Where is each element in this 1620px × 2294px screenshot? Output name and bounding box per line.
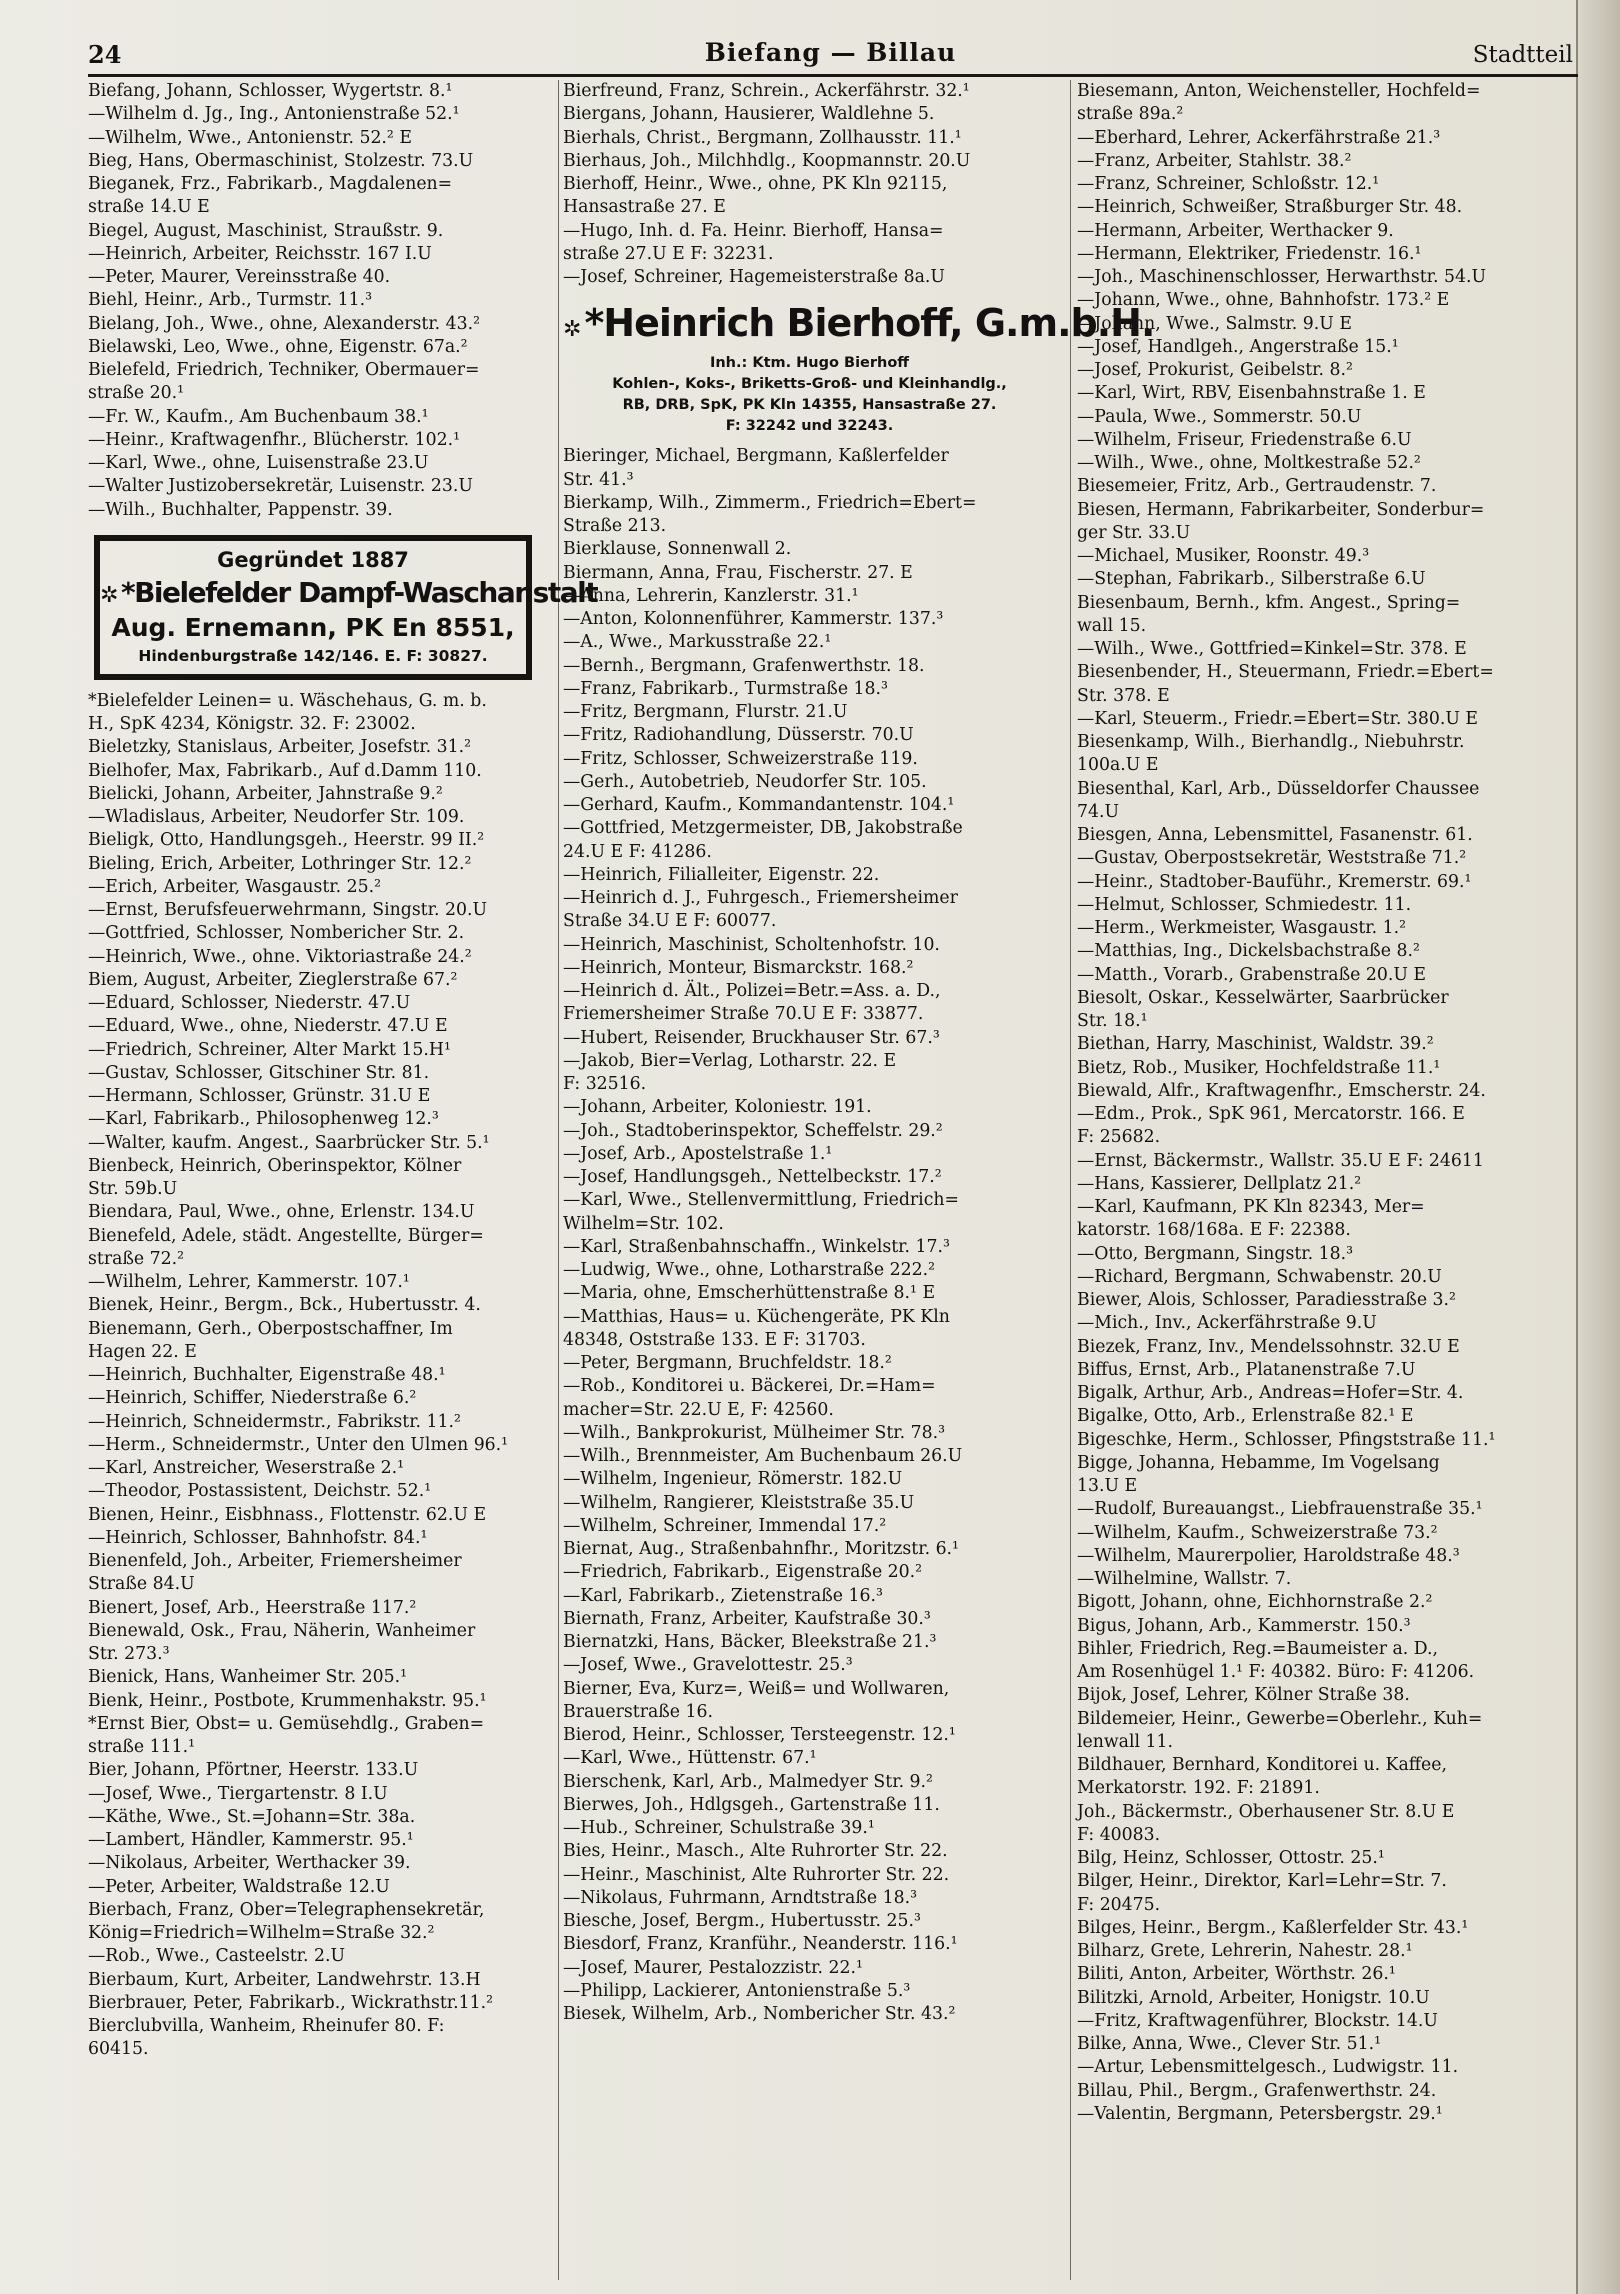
directory-entry-line: —Josef, Arb., Apostelstraße 1.¹ xyxy=(563,1143,833,1164)
directory-entry-line: —Edm., Prok., SpK 961, Mercatorstr. 166. E xyxy=(1077,1104,1465,1124)
directory-entry-line: Bigus, Johann, Arb., Kammerstr. 150.³ xyxy=(1077,1615,1411,1636)
directory-entry-line: —Heinrich, Maschinist, Scholtenhofstr. 10. xyxy=(563,934,940,955)
directory-entry-line: —Matthias, Haus= u. Küchengeräte, PK Kln xyxy=(563,1306,950,1327)
directory-entry-line: Straße 84.U xyxy=(88,1574,195,1595)
header-rule xyxy=(88,74,1578,77)
directory-entry-line: —Hans, Kassierer, Dellplatz 21.² xyxy=(1077,1173,1362,1194)
directory-entry-line: —Bernh., Bergmann, Grafenwerthstr. 18. xyxy=(563,655,925,676)
directory-entry-line: —Joh., Stadtoberinspektor, Scheffelstr. 29.² xyxy=(563,1120,943,1141)
directory-entry-line: Str. 378. E xyxy=(1077,685,1170,706)
directory-entry-line: —Matthias, Ing., Dickelsbachstraße 8.² xyxy=(1077,941,1420,962)
directory-entry-line: Bigge, Johanna, Hebamme, Im Vogelsang xyxy=(1077,1452,1440,1473)
directory-entry-line: Bilke, Anna, Wwe., Clever Str. 51.¹ xyxy=(1077,2034,1381,2054)
directory-entry-line: —Wilh., Brennmeister, Am Buchenbaum 26.U xyxy=(563,1446,963,1466)
directory-entry-line: Wilhelm=Str. 102. xyxy=(563,1213,724,1234)
directory-entry-line: Bierbrauer, Peter, Fabrikarb., Wickrathstr.11.² xyxy=(88,1992,494,2013)
directory-entry-line: Bienemann, Gerh., Oberpostschaffner, Im xyxy=(88,1318,453,1339)
page-header xyxy=(88,36,1573,72)
directory-entry-line: *Ernst Bier, Obst= u. Gemüsehdlg., Graben= xyxy=(88,1713,485,1734)
directory-entry-line: F: 25682. xyxy=(1077,1127,1161,1148)
directory-entry-line: Biesdorf, Franz, Kranführ., Neanderstr. 116.¹ xyxy=(563,1934,958,1955)
ad-founded: Gegründet 1887 xyxy=(217,547,409,572)
directory-entry-line: —Anton, Kolonnenführer, Kammerstr. 137.³ xyxy=(563,609,944,629)
directory-entry-line: —Wladislaus, Arbeiter, Neudorfer Str. 109. xyxy=(88,807,465,827)
directory-entry-line: Straße 213. xyxy=(563,516,667,536)
directory-entry-line: —Heinrich, Schiffer, Niederstraße 6.² xyxy=(88,1388,417,1409)
directory-entry-line: Billau, Phil., Bergm., Grafenwerthstr. 24. xyxy=(1077,2080,1437,2101)
directory-entry-line: —Anna, Lehrerin, Kanzlerstr. 31.¹ xyxy=(563,585,859,606)
directory-entry-line: —Peter, Bergmann, Bruchfeldstr. 18.² xyxy=(563,1353,892,1373)
directory-entry-line: Straße 34.U E F: 60077. xyxy=(563,911,777,932)
directory-entry-line: Bienert, Josef, Arb., Heerstraße 117.² xyxy=(88,1597,417,1618)
directory-entry-line: —Peter, Arbeiter, Waldstraße 12.U xyxy=(88,1876,390,1897)
entry-list xyxy=(88,690,554,2062)
directory-entry-line: Bierclubvilla, Wanheim, Rheinufer 80. F: xyxy=(88,2016,445,2036)
directory-entry-line: —Josef, Schreiner, Hagemeisterstraße 8a.U xyxy=(563,267,945,287)
directory-entry-line: —Theodor, Postassistent, Deichstr. 52.¹ xyxy=(88,1481,432,1502)
adjacent-page-edge xyxy=(1576,0,1620,2294)
directory-entry-line: —Friedrich, Schreiner, Alter Markt 15.H¹ xyxy=(88,1039,451,1060)
directory-entry-line: Biehl, Heinr., Arb., Turmstr. 11.³ xyxy=(88,290,373,311)
directory-entry-line: Bierklause, Sonnenwall 2. xyxy=(563,539,792,560)
directory-entry-line: Bildhauer, Bernhard, Konditorei u. Kaffee, xyxy=(1077,1755,1447,1775)
directory-entry-line: —Ernst, Berufsfeuerwehrmann, Singstr. 20.U xyxy=(88,900,488,920)
directory-entry-line: —Karl, Wwe., Stellenvermittlung, Friedrich= xyxy=(563,1190,959,1211)
directory-entry-line: —Hermann, Arbeiter, Werthacker 9. xyxy=(1077,220,1394,241)
advertisement-bierhoff xyxy=(563,289,1155,445)
directory-entry-line: Bierbaum, Kurt, Arbeiter, Landwehrstr. 13.H xyxy=(88,1969,481,1990)
column-divider xyxy=(558,80,559,2280)
directory-entry-line: Bielicki, Johann, Arbeiter, Jahnstraße 9.² xyxy=(88,783,443,804)
directory-entry-line: —Josef, Maurer, Pestalozzistr. 22.¹ xyxy=(563,1957,863,1978)
directory-entry-line: —Karl, Steuerm., Friedr.=Ebert=Str. 380.U E xyxy=(1077,708,1479,729)
directory-entry-line: —Heinrich, Schlosser, Bahnhofstr. 84.¹ xyxy=(88,1527,428,1548)
directory-entry-line: —Fritz, Bergmann, Flurstr. 21.U xyxy=(563,702,848,722)
directory-entry-line: —Paula, Wwe., Sommerstr. 50.U xyxy=(1077,406,1362,427)
directory-entry-line: —Heinrich, Wwe., ohne. Viktoriastraße 24.² xyxy=(88,946,472,967)
page-number: 24 xyxy=(88,40,122,69)
directory-entry-line: —Franz, Schreiner, Schloßstr. 12.¹ xyxy=(1077,174,1380,194)
directory-entry-line: —Valentin, Bergmann, Petersbergstr. 29.¹ xyxy=(1077,2103,1443,2124)
directory-entry-line: Bielefeld, Friedrich, Techniker, Obermauer= xyxy=(88,360,480,380)
directory-entry-line: —Maria, ohne, Emscherhüttenstraße 8.¹ E xyxy=(563,1283,936,1304)
directory-entry-line: Biesek, Wilhelm, Arb., Nombericher Str. 43.² xyxy=(563,2004,956,2024)
directory-entry-line: —Wilhelm d. Jg., Ing., Antonienstraße 52.¹ xyxy=(88,104,460,125)
directory-entry-line: Bildemeier, Heinr., Gewerbe=Oberlehr., Kuh= xyxy=(1077,1708,1483,1729)
directory-entry-line: —Josef, Prokurist, Geibelstr. 8.² xyxy=(1077,360,1353,380)
directory-entry-line: straße 20.¹ xyxy=(88,383,185,404)
directory-entry-line: 74.U xyxy=(1077,801,1120,822)
ad-line: F: 32242 und 32243. xyxy=(725,418,894,435)
directory-entry-line: Biem, August, Arbeiter, Zieglerstraße 67.² xyxy=(88,969,458,990)
directory-entry-line: 100a.U E xyxy=(1077,755,1159,776)
directory-entry-line: straße 72.² xyxy=(88,1248,185,1269)
directory-entry-line: Joh., Bäckermstr., Oberhausener Str. 8.U E xyxy=(1077,1801,1455,1822)
section-label: Stadtteil xyxy=(1472,42,1573,68)
directory-entry-line: Bilges, Heinr., Bergm., Kaßlerfelder Str. 43.¹ xyxy=(1077,1917,1469,1938)
directory-entry-line: Bieganek, Frz., Fabrikarb., Magdalenen= xyxy=(88,174,453,194)
ad-line: RB, DRB, SpK, PK Kln 14355, Hansastraße 27. xyxy=(622,397,997,414)
ad-company xyxy=(100,575,598,611)
directory-entry-line: —Karl, Kaufmann, PK Kln 82343, Mer= xyxy=(1077,1197,1425,1217)
directory-entry-line: —Franz, Fabrikarb., Turmstraße 18.³ xyxy=(563,678,888,699)
directory-entry-line: Bigott, Johann, ohne, Eichhornstraße 2.² xyxy=(1077,1592,1433,1613)
directory-entry-line: Biffus, Ernst, Arb., Platanenstraße 7.U xyxy=(1077,1359,1416,1380)
directory-entry-line: —Philipp, Lackierer, Antonienstraße 5.³ xyxy=(563,1980,911,2001)
directory-entry-line: —Franz, Arbeiter, Stahlstr. 38.² xyxy=(1077,150,1352,171)
directory-entry-line: —Herm., Schneidermstr., Unter den Ulmen 96.¹ xyxy=(88,1434,509,1455)
directory-entry-line: —Helmut, Schlosser, Schmiedestr. 11. xyxy=(1077,894,1412,915)
directory-entry-line: —Heinrich, Buchhalter, Eigenstraße 48.¹ xyxy=(88,1365,446,1385)
directory-entry-line: —Heinr., Kraftwagenfhr., Blücherstr. 102.¹ xyxy=(88,429,460,450)
directory-entry-line: —Matth., Vorarb., Grabenstraße 20.U E xyxy=(1077,964,1427,985)
directory-entry-line: Bienewald, Osk., Frau, Näherin, Wanheimer xyxy=(88,1620,476,1641)
directory-entry-line: —Wilhelm, Wwe., Antonienstr. 52.² E xyxy=(88,127,412,148)
directory-entry-line: —Wilh., Wwe., ohne, Moltkestraße 52.² xyxy=(1077,453,1421,473)
directory-entry-line: Biesen, Hermann, Fabrikarbeiter, Sonderbur= xyxy=(1077,499,1485,520)
directory-entry-line: —Heinrich, Filialleiter, Eigenstr. 22. xyxy=(563,864,880,885)
directory-entry-line: Str. 41.³ xyxy=(563,469,634,490)
directory-entry-line: —Heinrich, Schneidermstr., Fabrikstr. 11.² xyxy=(88,1411,461,1432)
ad-company-name: *Heinrich Bierhoff, G.m.b.H. xyxy=(584,301,1155,346)
directory-entry-line: —Michael, Musiker, Roonstr. 49.³ xyxy=(1077,546,1370,566)
directory-entry-line: Bilitzki, Arnold, Arbeiter, Honigstr. 10.U xyxy=(1077,1987,1430,2008)
directory-entry-line: ger Str. 33.U xyxy=(1077,522,1191,543)
star-burst-icon: ✲ xyxy=(563,317,581,343)
directory-entry-line: —Wilhelm, Ingenieur, Römerstr. 182.U xyxy=(563,1469,903,1490)
directory-entry-line: Biewer, Alois, Schlosser, Paradiesstraße 3.² xyxy=(1077,1290,1456,1310)
ad-address: Hindenburgstraße 142/146. E. F: 30827. xyxy=(138,646,488,665)
column-divider xyxy=(1070,80,1071,2280)
directory-entry-line: Biethan, Harry, Maschinist, Waldstr. 39.² xyxy=(1077,1034,1434,1055)
directory-entry-line: Biewald, Alfr., Kraftwagenfhr., Emscherstr. 24. xyxy=(1077,1080,1486,1101)
directory-entry-line: Str. 59b.U xyxy=(88,1179,178,1199)
entry-list xyxy=(88,80,554,522)
directory-entry-line: —Wilhelmine, Wallstr. 7. xyxy=(1077,1569,1292,1589)
directory-entry-line: Merkatorstr. 192. F: 21891. xyxy=(1077,1778,1320,1799)
directory-entry-line: —Peter, Maurer, Vereinsstraße 40. xyxy=(88,267,391,287)
ad-line: Inh.: Ktm. Hugo Bierhoff xyxy=(709,355,910,372)
directory-entry-line: straße 27.U E F: 32231. xyxy=(563,243,774,264)
directory-entry-line: —Gustav, Oberpostsekretär, Weststraße 71.² xyxy=(1077,848,1467,869)
directory-entry-line: wall 15. xyxy=(1077,615,1147,636)
directory-entry-line: Bienick, Hans, Wanheimer Str. 205.¹ xyxy=(88,1667,408,1688)
ad-company-name: *Bielefelder Dampf-Waschanstalt xyxy=(120,575,598,609)
directory-entry-line: Biernath, Franz, Arbeiter, Kaufstraße 30.³ xyxy=(563,1608,931,1629)
directory-entry-line: —Hermann, Schlosser, Grünstr. 31.U E xyxy=(88,1086,431,1106)
directory-entry-line: Bierfreund, Franz, Schrein., Ackerfährstr. 32.¹ xyxy=(563,81,970,101)
directory-entry-line: F: 32516. xyxy=(563,1074,647,1094)
directory-entry-line: katorstr. 168/168a. E F: 22388. xyxy=(1077,1220,1351,1241)
directory-entry-line: Bigeschke, Herm., Schlosser, Pfingststraße 11.¹ xyxy=(1077,1429,1496,1450)
advertisement-bielefelder xyxy=(94,535,598,680)
directory-entry-line: Hansastraße 27. E xyxy=(563,197,726,218)
directory-entry-line: Bierschenk, Karl, Arb., Malmedyer Str. 9.² xyxy=(563,1771,933,1792)
directory-entry-line: —Wilhelm, Friseur, Friedenstraße 6.U xyxy=(1077,429,1412,450)
directory-entry-line: —Hugo, Inh. d. Fa. Heinr. Bierhoff, Hansa= xyxy=(563,220,944,241)
directory-entry-line: —Heinr., Stadtober-Bauführ., Kremerstr. 69.¹ xyxy=(1077,871,1472,892)
directory-entry-line: —Wilh., Bankprokurist, Mülheimer Str. 78.³ xyxy=(563,1422,946,1443)
directory-entry-line: Bierhals, Christ., Bergmann, Zollhausstr. 11.¹ xyxy=(563,127,962,148)
directory-entry-line: Str. 273.³ xyxy=(88,1644,170,1664)
directory-entry-line: Biesenbender, H., Steuermann, Friedr.=Ebert= xyxy=(1077,662,1494,683)
directory-entry-line: F: 20475. xyxy=(1077,1894,1161,1915)
directory-entry-line: —Rob., Konditorei u. Bäckerei, Dr.=Ham= xyxy=(563,1376,936,1397)
directory-entry-line: F: 40083. xyxy=(1077,1824,1161,1845)
directory-entry-line: Bienefeld, Adele, städt. Angestellte, Bürger= xyxy=(88,1225,484,1246)
directory-entry-line: straße 14.U E xyxy=(88,197,210,218)
directory-entry-line: —Jakob, Bier=Verlag, Lotharstr. 22. E xyxy=(563,1050,897,1071)
directory-entry-line: —Gottfried, Metzgermeister, DB, Jakobstraße xyxy=(563,818,963,839)
directory-entry-line: Bierkamp, Wilh., Zimmerm., Friedrich=Ebert= xyxy=(563,492,977,513)
directory-entry-line: —Walter, kaufm. Angest., Saarbrücker Str. 5.¹ xyxy=(88,1132,490,1153)
directory-entry-line: Brauerstraße 16. xyxy=(563,1701,714,1722)
directory-entry-line: Bienk, Heinr., Postbote, Krummenhakstr. 95.¹ xyxy=(88,1690,487,1711)
directory-entry-line: Bijok, Josef, Lehrer, Kölner Straße 38. xyxy=(1077,1685,1410,1706)
directory-entry-line: —Fr. W., Kaufm., Am Buchenbaum 38.¹ xyxy=(88,406,429,427)
directory-entry-line: Biergans, Johann, Hausierer, Waldlehne 5. xyxy=(563,104,935,125)
directory-entry-line: Bierner, Eva, Kurz=, Weiß= und Wollwaren, xyxy=(563,1678,950,1699)
directory-entry-line: Bieringer, Michael, Bergmann, Kaßlerfelder xyxy=(563,446,949,467)
directory-entry-line: —Hub., Schreiner, Schulstraße 39.¹ xyxy=(563,1818,875,1838)
directory-entry-line: —Karl, Wirt, RBV, Eisenbahnstraße 1. E xyxy=(1077,383,1426,404)
directory-entry-line: Biendara, Paul, Wwe., ohne, Erlenstr. 134.U xyxy=(88,1202,475,1223)
directory-entry-line: —Wilhelm, Lehrer, Kammerstr. 107.¹ xyxy=(88,1272,410,1292)
column-3 xyxy=(1077,80,1575,2270)
directory-entry-line: —Friedrich, Fabrikarb., Eigenstraße 20.² xyxy=(563,1562,923,1583)
directory-entry-line: Biermann, Anna, Frau, Fischerstr. 27. E xyxy=(563,562,913,583)
directory-entry-line: —Erich, Arbeiter, Wasgaustr. 25.² xyxy=(88,876,382,897)
directory-entry-line: —Eberhard, Lehrer, Ackerfährstraße 21.³ xyxy=(1077,127,1441,148)
directory-entry-line: —Otto, Bergmann, Singstr. 18.³ xyxy=(1077,1243,1354,1264)
directory-entry-line: —Eduard, Schlosser, Niederstr. 47.U xyxy=(88,993,411,1013)
directory-entry-line: —Karl, Straßenbahnschaffn., Winkelstr. 17.³ xyxy=(563,1236,950,1257)
directory-entry-line: Bienek, Heinr., Bergm., Bck., Hubertusstr. 4. xyxy=(88,1295,481,1316)
directory-entry-line: Bieletzky, Stanislaus, Arbeiter, Josefstr. 31.² xyxy=(88,737,472,758)
directory-entry-line: —Josef, Handlgeh., Angerstraße 15.¹ xyxy=(1077,336,1399,357)
directory-entry-line: Bilg, Heinz, Schlosser, Ottostr. 25.¹ xyxy=(1077,1848,1385,1868)
directory-entry-line: Bigalke, Otto, Arb., Erlenstraße 82.¹ E xyxy=(1077,1406,1414,1427)
directory-entry-line: —Nikolaus, Arbeiter, Werthacker 39. xyxy=(88,1853,411,1874)
directory-entry-line: —Wilhelm, Rangierer, Kleiststraße 35.U xyxy=(563,1492,915,1513)
directory-entry-line: Str. 18.¹ xyxy=(1077,1011,1148,1031)
directory-entry-line: —Nikolaus, Fuhrmann, Arndtstraße 18.³ xyxy=(563,1887,917,1908)
directory-entry-line: —Hermann, Elektriker, Friedenstr. 16.¹ xyxy=(1077,243,1422,264)
directory-entry-line: Biesemann, Anton, Weichensteller, Hochfeld= xyxy=(1077,81,1481,101)
directory-entry-line: —Hubert, Reisender, Bruckhauser Str. 67.³ xyxy=(563,1027,940,1048)
directory-entry-line: Bielhofer, Max, Fabrikarb., Auf d.Damm 110. xyxy=(88,760,482,781)
entry-list xyxy=(563,445,1056,2026)
directory-entry-line: —Ernst, Bäckermstr., Wallstr. 35.U E F: 24611 xyxy=(1077,1150,1484,1171)
directory-entry-line: Bieligk, Otto, Handlungsgeh., Heerstr. 99 II.² xyxy=(88,830,485,851)
directory-entry-line: —Lambert, Händler, Kammerstr. 95.¹ xyxy=(88,1830,414,1850)
directory-entry-line: —Fritz, Radiohandlung, Düsserstr. 70.U xyxy=(563,725,914,746)
directory-entry-line: —Käthe, Wwe., St.=Johann=Str. 38a. xyxy=(88,1806,416,1827)
directory-entry-line: straße 89a.² xyxy=(1077,104,1184,125)
directory-entry-line: Biernatzki, Hans, Bäcker, Bleekstraße 21.³ xyxy=(563,1632,937,1652)
directory-entry-line: Bienbeck, Heinrich, Oberinspektor, Kölner xyxy=(88,1155,462,1176)
directory-entry-line: Bierod, Heinr., Schlosser, Tersteegenstr. 12.¹ xyxy=(563,1725,956,1745)
directory-entry-line: —Johann, Wwe., Salmstr. 9.U E xyxy=(1077,313,1352,334)
directory-entry-line: Biegel, August, Maschinist, Straußstr. 9. xyxy=(88,220,444,241)
directory-entry-line: —Wilhelm, Maurerpolier, Haroldstraße 48.³ xyxy=(1077,1545,1460,1566)
directory-entry-line: Bielang, Joh., Wwe., ohne, Alexanderstr. 43.² xyxy=(88,313,481,334)
directory-entry-line: 60415. xyxy=(88,2039,149,2060)
directory-entry-line: Bierwes, Joh., Hdlgsgeh., Gartenstraße 11. xyxy=(563,1794,940,1815)
directory-entry-line: Friemersheimer Straße 70.U E F: 33877. xyxy=(563,1004,924,1025)
directory-entry-line: Bierhoff, Heinr., Wwe., ohne, PK Kln 92115, xyxy=(563,174,948,194)
entry-list xyxy=(1077,80,1575,2126)
directory-entry-line: Bilger, Heinr., Direktor, Karl=Lehr=Str. 7. xyxy=(1077,1871,1447,1892)
directory-entry-line: —Wilhelm, Kaufm., Schweizerstraße 73.² xyxy=(1077,1522,1438,1543)
directory-entry-line: Bielawski, Leo, Wwe., ohne, Eigenstr. 67a.² xyxy=(88,336,468,357)
directory-entry-line: —Eduard, Wwe., ohne, Niederstr. 47.U E xyxy=(88,1016,448,1037)
directory-entry-line: —Rob., Wwe., Casteelstr. 2.U xyxy=(88,1946,346,1967)
directory-entry-line: —Artur, Lebensmittelgesch., Ludwigstr. 11. xyxy=(1077,2057,1459,2078)
directory-entry-line: —Gottfried, Schlosser, Nombericher Str. 2. xyxy=(88,923,465,944)
directory-entry-line: Bies, Heinr., Masch., Alte Ruhrorter Str. 22. xyxy=(563,1841,948,1862)
directory-entry-line: Biernat, Aug., Straßenbahnfhr., Moritzstr. 6.¹ xyxy=(563,1539,959,1559)
directory-entry-line: —Karl, Fabrikarb., Philosophenweg 12.³ xyxy=(88,1109,439,1130)
directory-entry-line: —Stephan, Fabrikarb., Silberstraße 6.U xyxy=(1077,569,1426,590)
directory-entry-line: —Walter Justizobersekretär, Luisenstr. 23.U xyxy=(88,476,473,497)
directory-entry-line: —Karl, Wwe., ohne, Luisenstraße 23.U xyxy=(88,453,429,473)
directory-entry-line: —Gerh., Autobetrieb, Neudorfer Str. 105. xyxy=(563,771,927,792)
directory-entry-line: Bier, Johann, Pförtner, Heerstr. 133.U xyxy=(88,1760,419,1781)
directory-entry-line: Bierbach, Franz, Ober=Telegraphensekretär, xyxy=(88,1899,485,1920)
directory-entry-line: Bienenfeld, Joh., Arbeiter, Friemersheimer xyxy=(88,1551,462,1571)
directory-entry-line: —Fritz, Schlosser, Schweizerstraße 119. xyxy=(563,748,918,769)
directory-entry-line: —Heinrich d. Ält., Polizei=Betr.=Ass. a. D., xyxy=(563,981,941,1001)
directory-entry-line: —Joh., Maschinenschlosser, Herwarthstr. 54.U xyxy=(1077,267,1487,287)
directory-entry-line: Bihler, Friedrich, Reg.=Baumeister a. D., xyxy=(1077,1638,1438,1659)
directory-entry-line: Biezek, Franz, Inv., Mendelssohnstr. 32.U E xyxy=(1077,1336,1460,1357)
directory-entry-line: —Johann, Wwe., ohne, Bahnhofstr. 173.² E xyxy=(1077,290,1450,311)
directory-entry-line: H., SpK 4234, Königstr. 32. F: 23002. xyxy=(88,714,416,734)
directory-entry-line: macher=Str. 22.U E, F: 42560. xyxy=(563,1399,834,1420)
directory-entry-line: Bienen, Heinr., Eisbhnass., Flottenstr. 62.U E xyxy=(88,1504,487,1525)
directory-entry-line: —Karl, Wwe., Hüttenstr. 67.¹ xyxy=(563,1748,817,1769)
directory-entry-line: König=Friedrich=Wilhelm=Straße 32.² xyxy=(88,1923,435,1943)
ad-owner: Aug. Ernemann, PK En 8551, xyxy=(111,612,515,642)
directory-entry-line: —Karl, Fabrikarb., Zietenstraße 16.³ xyxy=(563,1585,883,1606)
directory-entry-line: —Johann, Arbeiter, Koloniestr. 191. xyxy=(563,1097,872,1118)
directory-entry-line: Bierhaus, Joh., Milchhdlg., Koopmannstr. 20.U xyxy=(563,150,971,171)
directory-entry-line: —Heinrich, Arbeiter, Reichsstr. 167 I.U xyxy=(88,243,432,264)
directory-entry-line: —Josef, Wwe., Tiergartenstr. 8 I.U xyxy=(88,1783,388,1804)
directory-entry-line: Bieling, Erich, Arbeiter, Lothringer Str. 12.² xyxy=(88,853,472,874)
directory-entry-line: Biesenbaum, Bernh., kfm. Angest., Spring= xyxy=(1077,592,1461,613)
star-burst-icon: ✲ xyxy=(100,582,117,608)
directory-entry-line: Biesemeier, Fritz, Arb., Gertraudenstr. 7. xyxy=(1077,476,1437,497)
directory-entry-line: Biesenthal, Karl, Arb., Düsseldorfer Chaussee xyxy=(1077,778,1480,799)
directory-entry-line: 13.U E xyxy=(1077,1476,1138,1496)
directory-entry-line: Biesenkamp, Wilh., Bierhandlg., Niebuhrstr. xyxy=(1077,732,1465,752)
ad-company xyxy=(563,293,1155,353)
directory-entry-line: —Wilhelm, Schreiner, Immendal 17.² xyxy=(563,1515,887,1536)
directory-entry-line: Biesche, Josef, Bergm., Hubertusstr. 25.³ xyxy=(563,1911,921,1931)
directory-entry-line: —Herm., Werkmeister, Wasgaustr. 1.² xyxy=(1077,918,1407,938)
directory-entry-line: —Heinrich d. J., Fuhrgesch., Friemersheimer xyxy=(563,888,958,908)
page-title: Biefang — Billau xyxy=(704,38,957,67)
directory-entry-line: —Richard, Bergmann, Schwabenstr. 20.U xyxy=(1077,1266,1442,1287)
directory-entry-line: —Heinr., Maschinist, Alte Ruhrorter Str. 22. xyxy=(563,1864,950,1885)
directory-entry-line: *Bielefelder Leinen= u. Wäschehaus, G. m. b. xyxy=(88,690,487,711)
directory-entry-line: —Gerhard, Kaufm., Kommandantenstr. 104.¹ xyxy=(563,795,955,815)
directory-entry-line: straße 111.¹ xyxy=(88,1737,196,1757)
directory-entry-line: Biefang, Johann, Schlosser, Wygertstr. 8.¹ xyxy=(88,81,453,101)
directory-entry-line: —Heinrich, Schweißer, Straßburger Str. 48. xyxy=(1077,197,1463,218)
entry-list xyxy=(563,80,1056,289)
directory-entry-line: Bigalk, Arthur, Arb., Andreas=Hofer=Str. 4. xyxy=(1077,1383,1464,1403)
directory-entry-line: —Ludwig, Wwe., ohne, Lotharstraße 222.² xyxy=(563,1260,936,1280)
directory-entry-line: —A., Wwe., Markusstraße 22.¹ xyxy=(563,632,832,653)
directory-entry-line: 24.U E F: 41286. xyxy=(563,841,712,862)
directory-entry-line: Biesolt, Oskar., Kesselwärter, Saarbrücker xyxy=(1077,987,1449,1008)
directory-entry-line: 48348, Oststraße 133. E F: 31703. xyxy=(563,1329,866,1350)
directory-entry-line: —Wilh., Buchhalter, Pappenstr. 39. xyxy=(88,499,393,520)
directory-entry-line: —Rudolf, Bureauangst., Liebfrauenstraße 35.¹ xyxy=(1077,1499,1483,1520)
directory-entry-line: —Karl, Anstreicher, Weserstraße 2.¹ xyxy=(88,1458,405,1478)
directory-entry-line: —Wilh., Wwe., Gottfried=Kinkel=Str. 378. E xyxy=(1077,639,1467,659)
directory-entry-line: Am Rosenhügel 1.¹ F: 40382. Büro: F: 41206. xyxy=(1077,1662,1475,1682)
directory-entry-line: Bieg, Hans, Obermaschinist, Stolzestr. 73.U xyxy=(88,150,474,171)
directory-entry-line: —Josef, Handlungsgeh., Nettelbeckstr. 17.² xyxy=(563,1167,942,1187)
directory-entry-line: —Gustav, Schlosser, Gitschiner Str. 81. xyxy=(88,1062,430,1083)
directory-entry-line: Bietz, Rob., Musiker, Hochfeldstraße 11.¹ xyxy=(1077,1057,1441,1078)
directory-entry-line: lenwall 11. xyxy=(1077,1731,1174,1752)
ad-line: Kohlen-, Koks-, Briketts-Groß- und Kleinhandlg., xyxy=(612,376,1007,393)
directory-entry-line: —Mich., Inv., Ackerfährstraße 9.U xyxy=(1077,1313,1377,1334)
directory-entry-line: —Josef, Wwe., Gravelottestr. 25.³ xyxy=(563,1655,853,1676)
directory-entry-line: Bilharz, Grete, Lehrerin, Nahestr. 28.¹ xyxy=(1077,1941,1413,1961)
directory-entry-line: Biesgen, Anna, Lebensmittel, Fasanenstr. 61. xyxy=(1077,825,1473,845)
directory-entry-line: Biliti, Anton, Arbeiter, Wörthstr. 26.¹ xyxy=(1077,1964,1396,1985)
directory-entry-line: —Heinrich, Monteur, Bismarckstr. 168.² xyxy=(563,957,914,978)
column-1 xyxy=(88,80,598,2270)
directory-entry-line: —Fritz, Kraftwagenführer, Blockstr. 14.U xyxy=(1077,2010,1438,2031)
directory-entry-line: Hagen 22. E xyxy=(88,1341,197,1362)
